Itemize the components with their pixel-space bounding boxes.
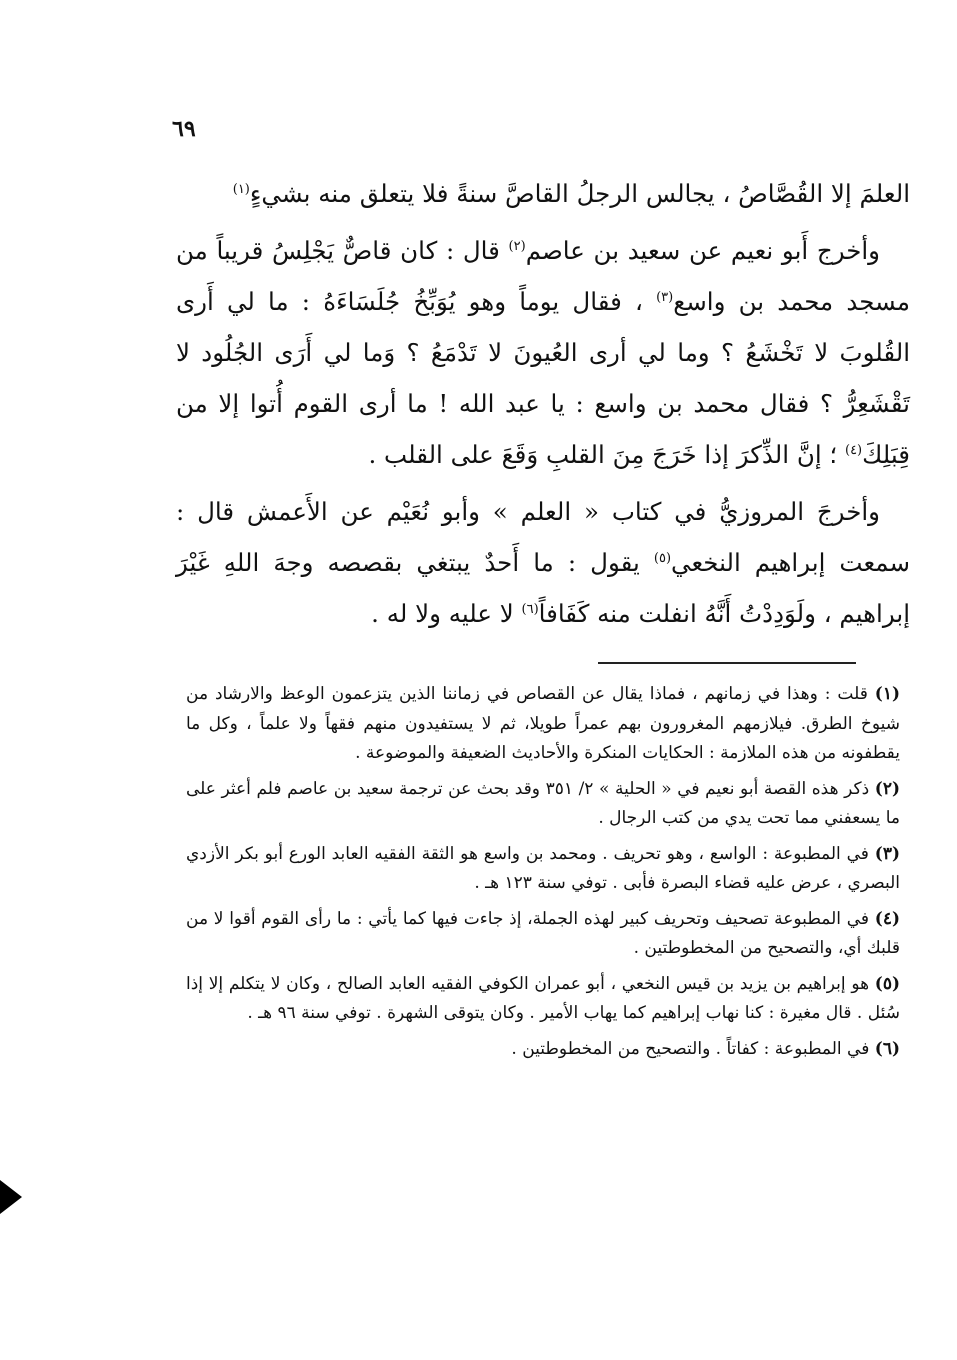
footnote-3 <box>186 840 900 899</box>
footnotes <box>186 680 900 1070</box>
footnote-number: (٤) <box>874 908 901 929</box>
text-run: ، فقال يوماً وهو يُوَبِّخُ جُلَسَاءَهُ : ما لي أَرى القُلوبَ لا تَخْشَعُ ؟ وما لي أرى العُيونَ لا تَدْمَعُ ؟ وَما لي أَرَى الجُلُود لا تَقْشَعِرُّ ؟ فقال محمد بن واسع : يا عبد الله ! ما أرى القوم أُتوا إلا من قِبَلِكَ <box>176 287 910 469</box>
footnote-ref: (١) <box>232 181 250 197</box>
footnote-separator <box>598 662 856 664</box>
footnote-number: (١) <box>874 684 900 704</box>
footnote-number: (٦) <box>874 1038 900 1059</box>
paragraph-1 <box>176 168 910 219</box>
footnote-number: (٢) <box>874 778 900 799</box>
footnote-number: (٥) <box>874 973 900 994</box>
text-run: قال : كان قاصٌّ يَجْلِسُ قريباً من مسجد محمد بن واسع <box>176 236 911 316</box>
main-text <box>176 168 910 645</box>
footnote-6 <box>186 1035 900 1065</box>
text-run: وأخرجَ المروزيُّ في كتاب « العلم » وأبو نُعَيْم عن الأَعمش قال : سمعت إبراهيم النخعي <box>176 497 911 577</box>
footnote-text: في المطبوعة تصحيف وتحريف كبير لهذه الجملة، إذ جاءت فيها كما يأتي : ما رأى القوم أقوا لا من قلبك أي، والتصحيح من المخطوطتين . <box>186 908 900 958</box>
text-run: ؛ إنَّ الذِّكرَ إذا خَرَجَ مِنَ القلبِ وَقَعَ على القلب . <box>368 440 845 469</box>
footnote-4 <box>186 905 900 964</box>
text-run: العلمَ إلا القُصَّاصُ ، يجالس الرجلُ القاصَّ سنةً فلا يتعلق منه بشيءٍ <box>249 179 910 208</box>
footnote-text: ذكر هذه القصة أبو نعيم في « الحلية » ٢/ ٣٥١ وقد بحث عن ترجمة سعيد بن عاصم فلم أعثر على ما يسعفني مما تحت يدي من كتب الرجال . <box>186 778 900 828</box>
footnote-text: في المطبوعة : الواسع ، وهو تحريف . ومحمد بن واسع هو الثقة الفقيه العابد الورع أبو بكر الأزدي البصري ، عرض عليه قضاء البصرة فأبى . توفي سنة ١٢٣ هـ . <box>186 843 900 893</box>
footnote-number: (٣) <box>874 843 900 864</box>
footnote-text: في المطبوعة : كفاتاً . والتصحيح من المخطوطتين . <box>511 1038 870 1059</box>
footnote-ref: (٤) <box>844 442 863 458</box>
footnote-text: هو إبراهيم بن يزيد بن قيس النخعي ، أبو عمران الكوفي الفقيه العابد الصالح ، وكان لا يتكلم إلا إذا سُئل . قال مغيرة : كنا نهاب إبراهيم كما يهاب الأمير . وكان يتوقى الشهرة . توفي سنة ٩٦ هـ . <box>186 973 900 1023</box>
text-run: يقول : ما أَحدٌ يبتغي بقصصه وجهَ اللهِ غَيْرَ إبراهيم ، ولَوَدِدْتُ أَنَّهُ انفلت منه كَفَافاً <box>176 548 910 628</box>
paragraph-3 <box>176 486 910 639</box>
footnote-ref: (٥) <box>653 550 672 566</box>
footnote-text: قلت : وهذا في زمانهم ، فماذا يقال عن القصاص في زماننا الذين يتزعمون الوعظ والارشاد من شيوخ الطرق. فيلازمهم المغرورون بهم عمراً طويلا، ثم لا يستفيدون منهم فقهاً ولا علماً ، وكل ما يقطفونه من هذه الملازمة : الحكايات المنكرة والأحاديث الضعيفة والموضوعة . <box>186 684 900 763</box>
page-edge-marker <box>0 1180 22 1214</box>
footnote-2 <box>186 775 900 834</box>
text-run: وأخرج أَبو نعيم عن سعيد بن عاصم <box>525 236 881 265</box>
footnote-ref: (٢) <box>508 238 526 254</box>
footnote-1 <box>186 680 900 769</box>
paragraph-2 <box>176 225 910 480</box>
page-number: ٦٩ <box>172 116 196 142</box>
footnote-ref: (٣) <box>656 289 674 305</box>
footnote-ref: (٦) <box>521 601 539 617</box>
footnote-5 <box>186 970 900 1029</box>
text-run: لا عليه ولا له . <box>371 599 522 628</box>
